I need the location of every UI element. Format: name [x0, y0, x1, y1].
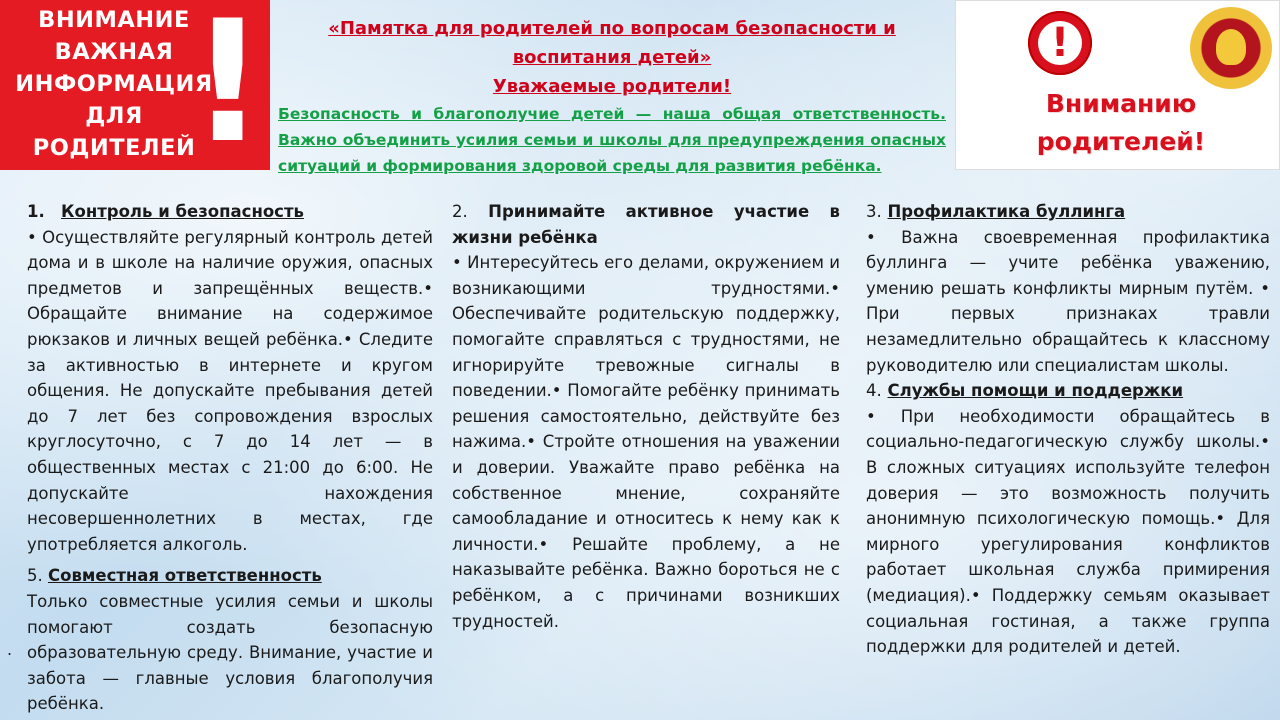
caption-line-2: родителей! — [1036, 127, 1206, 156]
section-2-heading — [452, 199, 840, 250]
intro-text: Безопасность и благополучие детей — наша общая ответственность. Важно объединить усилия семьи и школы для предупреждения опасных ситуаций и формирования здоровой среды для развития ребёнка. — [278, 105, 946, 175]
section-5-title: Совместная ответственность — [48, 566, 322, 586]
section-3-heading — [866, 199, 1270, 225]
exclamation-icon: ! — [189, 0, 266, 180]
title-line-2: воспитания детей» — [512, 47, 712, 68]
banner-line: ДЛЯ — [85, 103, 143, 129]
school-emblem-icon — [1190, 7, 1272, 89]
section-1-title: Контроль и безопасность — [61, 202, 304, 221]
banner-line: ИНФОРМАЦИЯ — [15, 71, 213, 97]
section-2-number: 2. — [452, 202, 468, 221]
caption-line-1: Вниманию — [1045, 89, 1197, 118]
stray-dot: . — [7, 640, 13, 659]
section-4-heading — [866, 378, 1270, 404]
section-2-title: Принимайте активное участие в жизни ребёнка — [452, 202, 840, 247]
section-4-title: Службы помощи и поддержки — [887, 381, 1184, 401]
title-line-1: «Памятка для родителей по вопросам безопасности и — [328, 18, 896, 39]
alert-icon — [1028, 11, 1092, 75]
emblem-core — [1216, 29, 1246, 65]
banner-line: ВНИМАНИЕ — [38, 7, 190, 33]
section-1-heading — [27, 199, 433, 225]
warning-banner — [0, 0, 270, 180]
section-3-title: Профилактика буллинга — [887, 202, 1126, 221]
memo-title — [276, 14, 948, 72]
section-4-body: • При необходимости обращайтесь в социально-педагогическую службу школы.• В сложных ситуациях используйте телефон доверия — это возможность получить анонимную психологическую помощь.• Для мирного урегулирования конфликтов работает школьная служба примирения (медиация).• Поддержку семьям оказывает социальная гостиная, а также группа поддержки для родителей и детей. — [866, 406, 1270, 657]
section-3-number: 3. — [866, 202, 882, 221]
section-3-body: • Важна своевременная профилактика буллинга — учите ребёнка уважению, умению решать конфликты мирным путём. • При первых признаках травли незамедлительно обращайтесь к классному руководителю или специалистам школы. — [866, 227, 1270, 375]
section-1-number: 1. — [27, 202, 45, 221]
column-right — [866, 199, 1270, 660]
attention-parents-box — [955, 0, 1280, 170]
section-5-heading — [27, 563, 433, 589]
alert-icon-mark: ! — [1050, 20, 1070, 66]
column-middle — [452, 199, 840, 634]
section-4-number: 4. — [866, 381, 882, 401]
section-5-number: 5. — [27, 566, 43, 586]
attention-caption — [1006, 85, 1236, 161]
banner-line: ВАЖНАЯ — [54, 39, 174, 65]
section-1-body: • Осуществляйте регулярный контроль детей дома и в школе на наличие оружия, опасных предметов и запрещённых веществ.• Обращайте внимание на содержимое рюкзаков и личных вещей ребёнка.• Следите за активностью в интернете и кругом общения. Не допускайте пребывания детей до 7 лет без сопровождения взрослых круглосуточно, с 7 до 14 лет — в общественных местах с 21:00 до 6:00. Не допускайте нахождения несовершеннолетних в местах, где употребляется алкоголь. — [27, 227, 433, 554]
section-2-body: • Интересуйтесь его делами, окружением и возникающими трудностями.• Обеспечивайте родительскую поддержку, помогайте справляться с трудностями, не игнорируйте тревожные сигналы в поведении.• Помогайте ребёнку принимать решения самостоятельно, действуйте без нажима.• Стройте отношения на уважении и доверии. Уважайте право ребёнка на собственное мнение, сохраняйте самообладание и относитесь к нему как к личности.• Решайте проблему, а не наказывайте ребёнка. Важно бороться не с ребёнком, а с причинами возникших трудностей. — [452, 253, 840, 631]
greeting: Уважаемые родители! — [492, 76, 732, 97]
column-left — [27, 199, 433, 717]
banner-line: РОДИТЕЛЕЙ — [32, 135, 196, 161]
section-5-body: Только совместные усилия семьи и школы помогают создать безопасную образовательную среду. Внимание, участие и забота — главные условия благополучия ребёнка. — [27, 591, 433, 714]
